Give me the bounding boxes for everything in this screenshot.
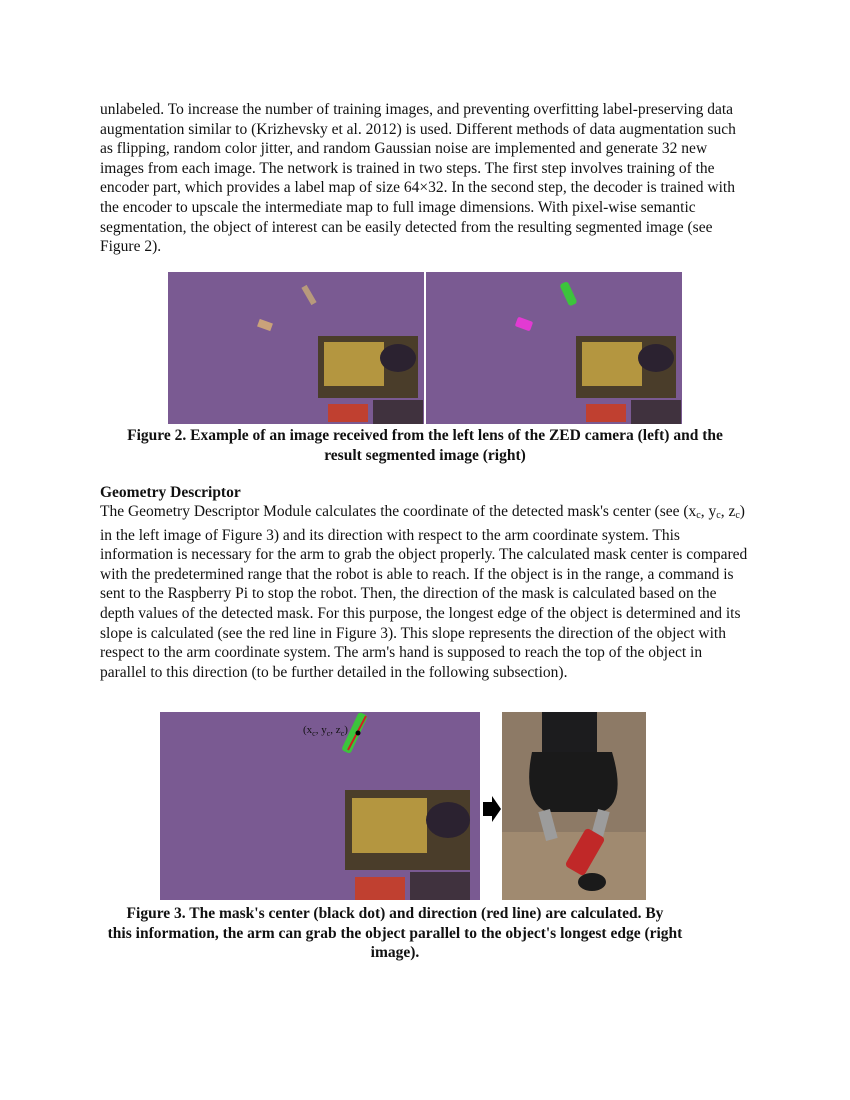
right-arrow-icon <box>483 796 501 822</box>
p2-sub-x: c <box>696 510 701 521</box>
figure3-caption-line2: this information, the arm can grab the object parallel to the object's longest edge (right <box>107 924 683 942</box>
body-paragraph-2 <box>100 502 750 682</box>
figure3-right-scene <box>502 712 646 900</box>
figure2-caption-line2: result segmented image (right) <box>324 446 526 464</box>
robot-hand <box>529 752 617 812</box>
figure2-left-image <box>168 272 424 424</box>
figure3-caption-line1: Figure 3. The mask's center (black dot) and direction (red line) are calculated. By <box>126 905 664 922</box>
figure3-right-image <box>502 712 646 900</box>
figure3-left-image <box>160 712 480 900</box>
figure2-left-scene <box>168 272 424 424</box>
section-heading: Geometry Descriptor <box>100 484 241 501</box>
mask-center-dot <box>356 731 361 736</box>
figure2-right-scene <box>426 272 682 424</box>
p2-before: The Geometry Descriptor Module calculates the coordinate of the detected mask's center (see (x <box>100 503 697 520</box>
p2-mid1: , y <box>700 503 717 520</box>
figure3-caption <box>70 904 720 963</box>
p2-mid2: , z <box>720 503 736 520</box>
p2-after: ) in the left image of Figure 3) and its direction with respect to the arm coordinate system. This information is necessary for the arm to grab the object properly. The calculated mask center is compared with the predetermined range that the robot is able to reach. If the object is in the range, a command is sent to the Raspberry Pi to stop the robot. Then, the direction of the mask is calculated based on the depth values of the detected mask. For this purpose, the longest edge of the object is determined and its slope is calculated (see the red line in Figure 3). This slope represents the direction of the object with respect to the arm coordinate system. The arm's hand is supposed to reach the top of the object in parallel to this direction (to be further detailed in the following subsection). <box>100 503 748 681</box>
center-coordinate-label: ($x_c$, $y_c$, $z_c$) <box>303 724 348 739</box>
figure3-left-scene <box>160 712 480 900</box>
p2-sub-z: c <box>735 510 740 521</box>
figure2-caption <box>90 426 760 465</box>
p2-sub-y: c <box>716 510 721 521</box>
figure2-caption-line1: Figure 2. Example of an image received from the left lens of the ZED camera (left) and the <box>127 427 723 444</box>
body-paragraph-1: unlabeled. To increase the number of training images, and preventing overfitting label-preserving data augmentation similar to (Krizhevsky et al. 2012) is used. Different methods of data augmentation such as flipping, random color jitter, and random Gaussian noise are implemented and generate 32 new images from each image. The network is trained in two steps. The first step involves training of the encoder part, which provides a label map of size 64×32. In the second step, the decoder is trained with the encoder to upscale the intermediate map to full image dimensions. With pixel-wise semantic segmentation, the object of interest can be easily detected from the resulting segmented image (see Figure 2). <box>100 101 736 256</box>
figure3-caption-line3: image). <box>370 944 420 962</box>
figure2-right-image <box>426 272 682 424</box>
